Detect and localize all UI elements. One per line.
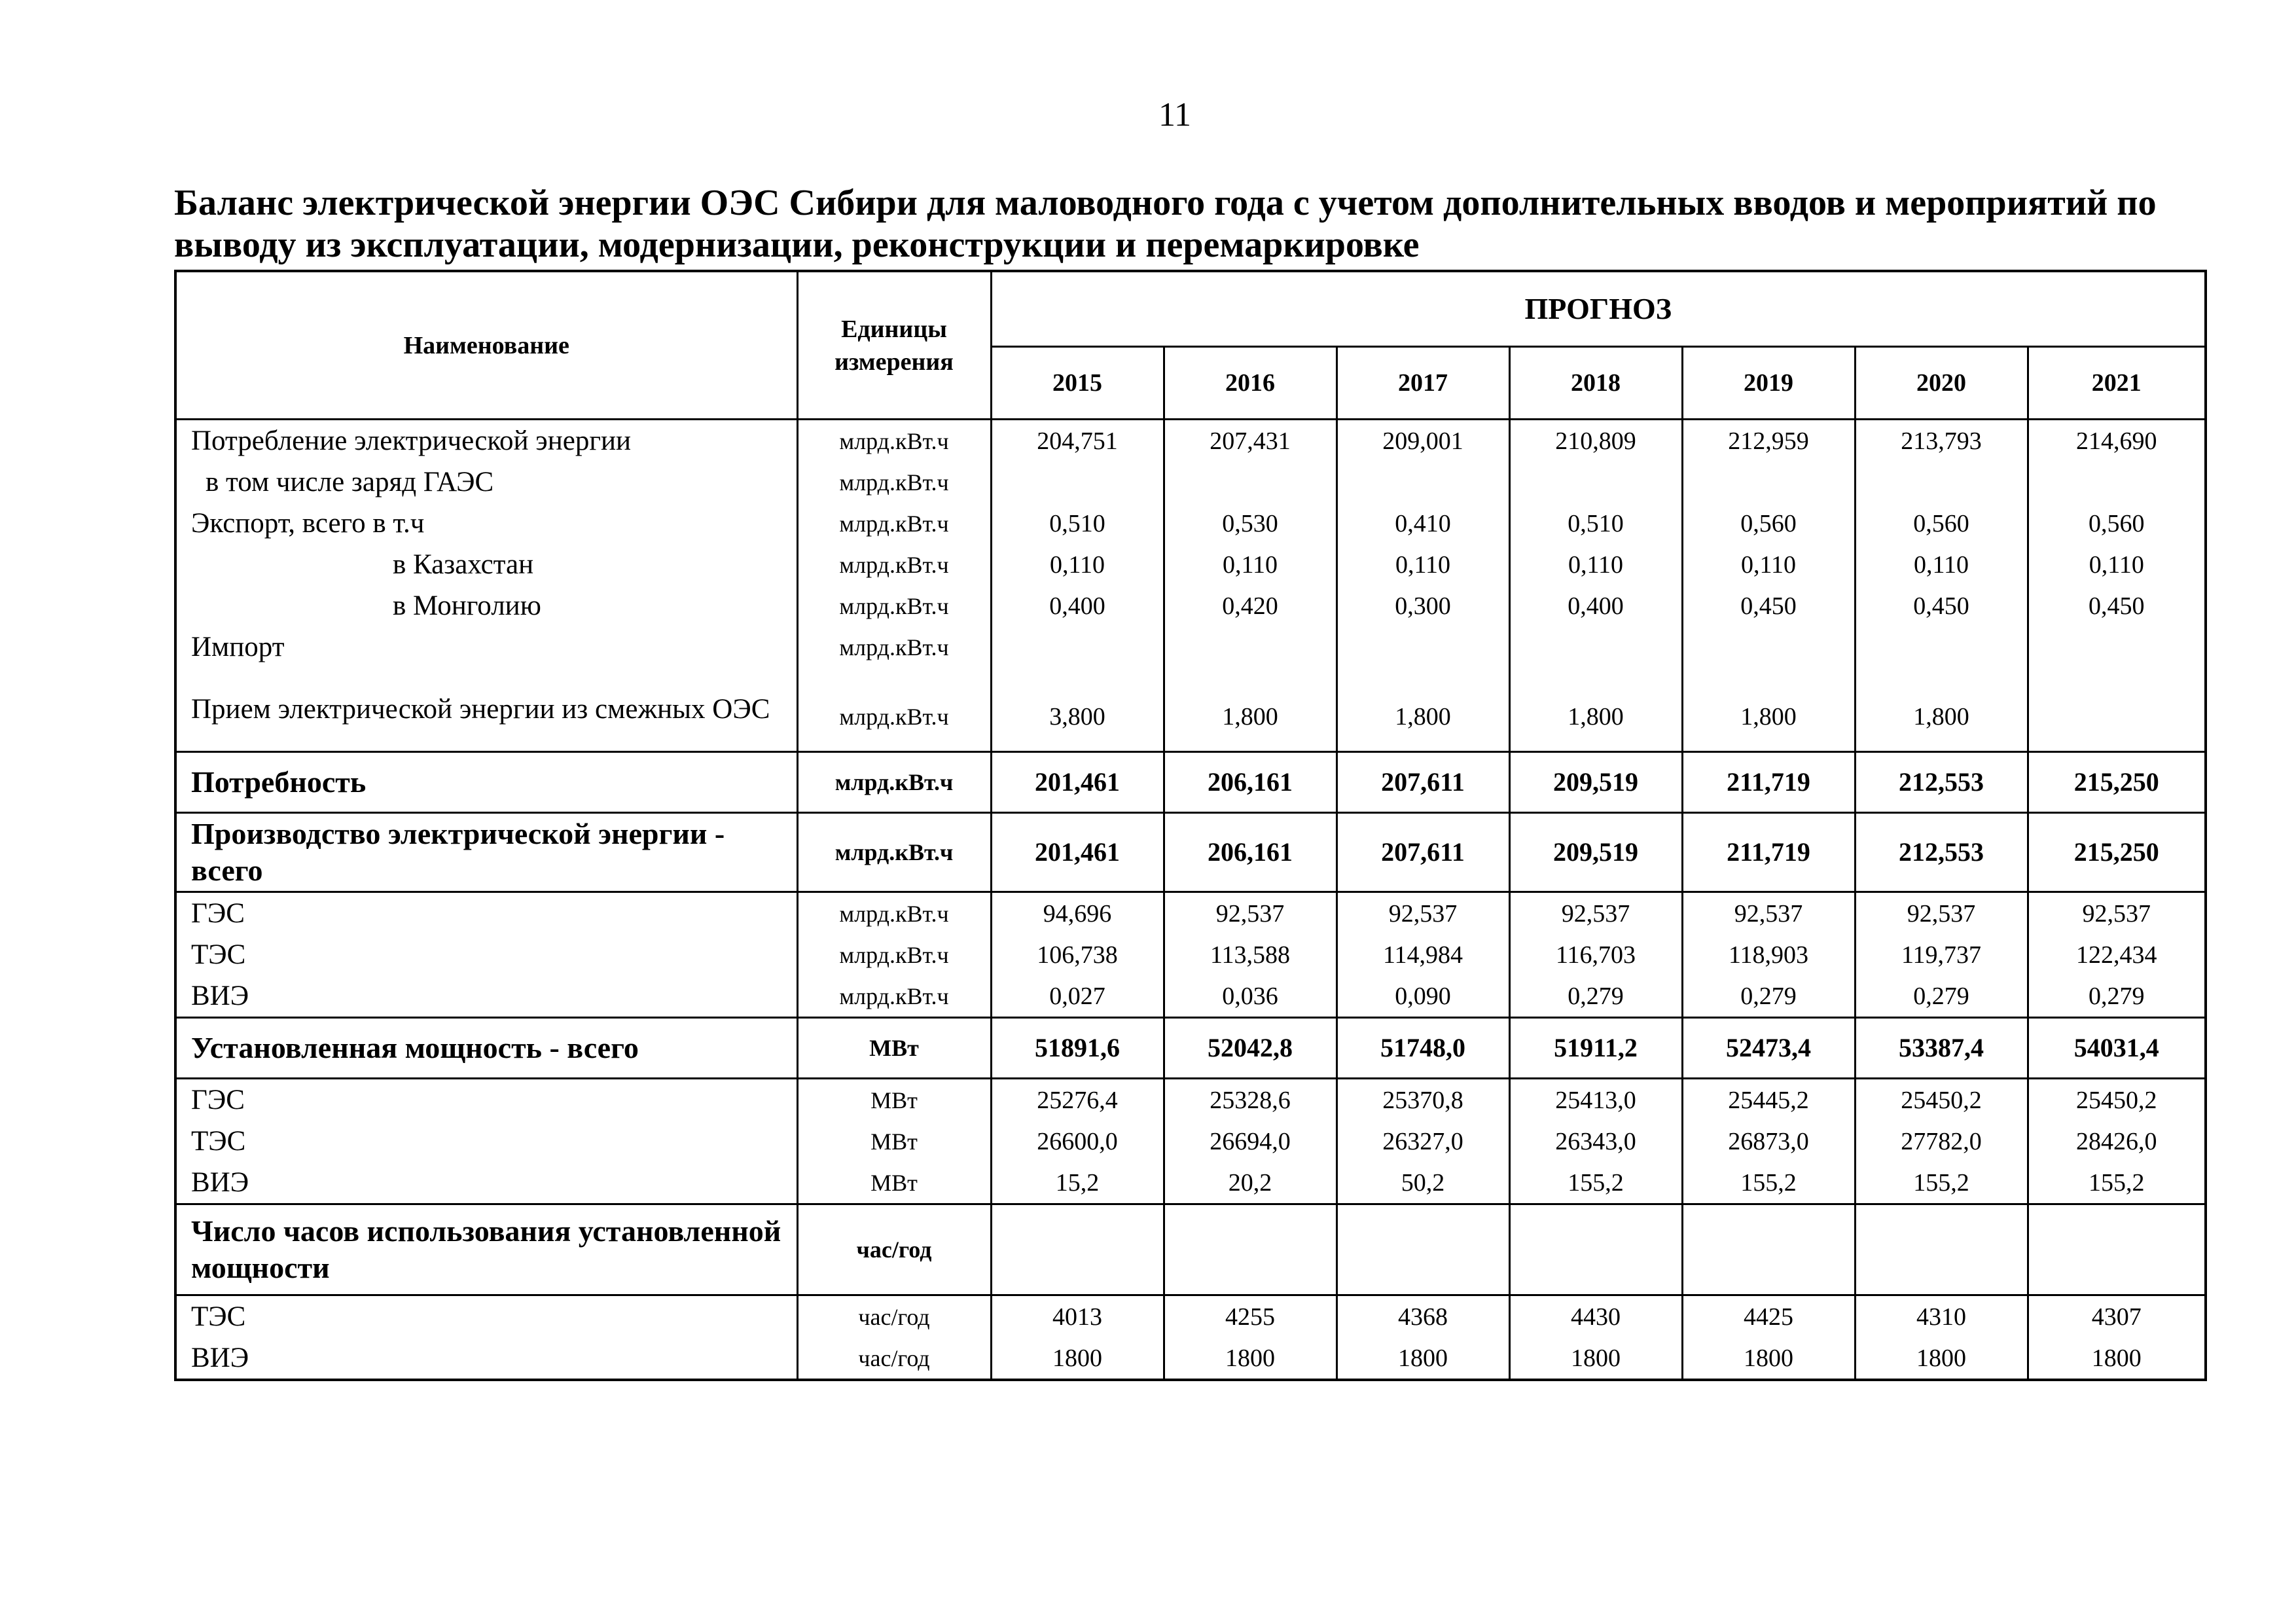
value-cell: 155,2 bbox=[1682, 1162, 1855, 1204]
value-cell: 4255 bbox=[1164, 1295, 1336, 1338]
value-cell: 25413,0 bbox=[1509, 1079, 1682, 1121]
row-unit: млрд.кВт.ч bbox=[797, 975, 991, 1018]
value-cell: 51891,6 bbox=[991, 1018, 1164, 1079]
value-cell bbox=[2028, 668, 2206, 752]
value-cell: 0,420 bbox=[1164, 585, 1336, 626]
value-cell: 4013 bbox=[991, 1295, 1164, 1338]
value-cell: 92,537 bbox=[1682, 892, 1855, 935]
row-unit: млрд.кВт.ч bbox=[797, 585, 991, 626]
value-cell bbox=[1509, 626, 1682, 668]
value-cell: 210,809 bbox=[1509, 420, 1682, 462]
value-cell: 20,2 bbox=[1164, 1162, 1336, 1204]
value-cell: 26873,0 bbox=[1682, 1121, 1855, 1162]
value-cell: 0,279 bbox=[1855, 975, 2028, 1018]
value-cell bbox=[1336, 626, 1509, 668]
value-cell: 212,553 bbox=[1855, 752, 2028, 813]
value-cell: 0,110 bbox=[1509, 544, 1682, 585]
value-cell: 119,737 bbox=[1855, 934, 2028, 975]
value-cell: 51748,0 bbox=[1336, 1018, 1509, 1079]
year-header: 2019 bbox=[1682, 347, 1855, 420]
value-cell: 209,519 bbox=[1509, 813, 1682, 892]
table-row bbox=[175, 892, 2206, 935]
value-cell: 0,450 bbox=[1855, 585, 2028, 626]
value-cell bbox=[1682, 461, 1855, 503]
value-cell: 0,450 bbox=[1682, 585, 1855, 626]
value-cell: 207,431 bbox=[1164, 420, 1336, 462]
value-cell bbox=[1509, 461, 1682, 503]
value-cell bbox=[2028, 461, 2206, 503]
value-cell: 0,027 bbox=[991, 975, 1164, 1018]
value-cell: 0,279 bbox=[1682, 975, 1855, 1018]
row-unit: млрд.кВт.ч bbox=[797, 420, 991, 462]
column-header-prognoz: ПРОГНОЗ bbox=[991, 271, 2206, 347]
value-cell: 0,110 bbox=[991, 544, 1164, 585]
value-cell: 53387,4 bbox=[1855, 1018, 2028, 1079]
value-cell: 155,2 bbox=[1509, 1162, 1682, 1204]
table-row bbox=[175, 1018, 2206, 1079]
row-unit: МВт bbox=[797, 1079, 991, 1121]
row-label: Потребление электрической энергии bbox=[175, 420, 797, 462]
row-label: Прием электрической энергии из смежных ОЭС bbox=[175, 668, 797, 752]
value-cell: 1,800 bbox=[1164, 668, 1336, 752]
row-label: в Казахстан bbox=[175, 544, 797, 585]
value-cell: 1800 bbox=[1682, 1337, 1855, 1380]
row-unit: млрд.кВт.ч bbox=[797, 626, 991, 668]
row-label: ТЭС bbox=[175, 934, 797, 975]
table-row bbox=[175, 668, 2206, 752]
row-unit: млрд.кВт.ч bbox=[797, 461, 991, 503]
table-row bbox=[175, 1337, 2206, 1380]
value-cell bbox=[1682, 1204, 1855, 1295]
value-cell: 0,279 bbox=[2028, 975, 2206, 1018]
value-cell: 0,110 bbox=[1164, 544, 1336, 585]
value-cell bbox=[1682, 626, 1855, 668]
value-cell bbox=[1855, 1204, 2028, 1295]
value-cell: 215,250 bbox=[2028, 752, 2206, 813]
row-label: Производство электрической энергии - всего bbox=[175, 813, 797, 892]
value-cell bbox=[2028, 1204, 2206, 1295]
year-header: 2016 bbox=[1164, 347, 1336, 420]
row-label: ТЭС bbox=[175, 1295, 797, 1338]
row-unit: МВт bbox=[797, 1018, 991, 1079]
row-label: в Монголию bbox=[175, 585, 797, 626]
value-cell: 0,400 bbox=[1509, 585, 1682, 626]
value-cell: 94,696 bbox=[991, 892, 1164, 935]
value-cell: 4368 bbox=[1336, 1295, 1509, 1338]
value-cell: 1800 bbox=[991, 1337, 1164, 1380]
row-unit: млрд.кВт.ч bbox=[797, 752, 991, 813]
value-cell bbox=[1336, 461, 1509, 503]
value-cell: 0,110 bbox=[1682, 544, 1855, 585]
year-header: 2015 bbox=[991, 347, 1164, 420]
row-label: ГЭС bbox=[175, 1079, 797, 1121]
value-cell: 92,537 bbox=[1164, 892, 1336, 935]
row-unit: млрд.кВт.ч bbox=[797, 934, 991, 975]
value-cell: 155,2 bbox=[1855, 1162, 2028, 1204]
value-cell: 113,588 bbox=[1164, 934, 1336, 975]
value-cell: 122,434 bbox=[2028, 934, 2206, 975]
value-cell: 25370,8 bbox=[1336, 1079, 1509, 1121]
row-label: Импорт bbox=[175, 626, 797, 668]
value-cell: 204,751 bbox=[991, 420, 1164, 462]
row-label: в том числе заряд ГАЭС bbox=[175, 461, 797, 503]
table-row bbox=[175, 461, 2206, 503]
year-header: 2017 bbox=[1336, 347, 1509, 420]
value-cell: 54031,4 bbox=[2028, 1018, 2206, 1079]
row-label: ВИЭ bbox=[175, 975, 797, 1018]
value-cell: 0,090 bbox=[1336, 975, 1509, 1018]
value-cell: 215,250 bbox=[2028, 813, 2206, 892]
energy-balance-table bbox=[174, 270, 2207, 1381]
table-row bbox=[175, 1295, 2206, 1338]
value-cell: 92,537 bbox=[1855, 892, 2028, 935]
year-header: 2021 bbox=[2028, 347, 2206, 420]
value-cell bbox=[1164, 461, 1336, 503]
value-cell: 1,800 bbox=[1336, 668, 1509, 752]
value-cell: 25276,4 bbox=[991, 1079, 1164, 1121]
value-cell: 207,611 bbox=[1336, 813, 1509, 892]
value-cell: 211,719 bbox=[1682, 813, 1855, 892]
value-cell: 4430 bbox=[1509, 1295, 1682, 1338]
value-cell: 50,2 bbox=[1336, 1162, 1509, 1204]
value-cell: 206,161 bbox=[1164, 752, 1336, 813]
value-cell: 0,560 bbox=[1855, 503, 2028, 544]
value-cell: 3,800 bbox=[991, 668, 1164, 752]
value-cell: 0,560 bbox=[2028, 503, 2206, 544]
table-row bbox=[175, 1079, 2206, 1121]
column-header-name: Наименование bbox=[175, 271, 797, 420]
row-label: ГЭС bbox=[175, 892, 797, 935]
value-cell: 0,410 bbox=[1336, 503, 1509, 544]
value-cell: 212,553 bbox=[1855, 813, 2028, 892]
row-label: ВИЭ bbox=[175, 1337, 797, 1380]
value-cell: 0,300 bbox=[1336, 585, 1509, 626]
page-number: 11 bbox=[1158, 96, 1192, 134]
value-cell: 0,530 bbox=[1164, 503, 1336, 544]
value-cell: 25445,2 bbox=[1682, 1079, 1855, 1121]
table-row bbox=[175, 585, 2206, 626]
value-cell: 26343,0 bbox=[1509, 1121, 1682, 1162]
column-header-unit: Единицы измерения bbox=[797, 271, 991, 420]
value-cell: 201,461 bbox=[991, 752, 1164, 813]
value-cell: 1800 bbox=[1336, 1337, 1509, 1380]
value-cell: 27782,0 bbox=[1855, 1121, 2028, 1162]
value-cell: 92,537 bbox=[1509, 892, 1682, 935]
row-unit: млрд.кВт.ч bbox=[797, 668, 991, 752]
value-cell: 0,560 bbox=[1682, 503, 1855, 544]
year-header: 2020 bbox=[1855, 347, 2028, 420]
value-cell: 0,279 bbox=[1509, 975, 1682, 1018]
value-cell: 26327,0 bbox=[1336, 1121, 1509, 1162]
table-row bbox=[175, 1121, 2206, 1162]
row-label: Экспорт, всего в т.ч bbox=[175, 503, 797, 544]
value-cell: 207,611 bbox=[1336, 752, 1509, 813]
table-row bbox=[175, 420, 2206, 462]
value-cell: 0,400 bbox=[991, 585, 1164, 626]
value-cell: 0,110 bbox=[2028, 544, 2206, 585]
value-cell: 209,519 bbox=[1509, 752, 1682, 813]
row-unit: час/год bbox=[797, 1204, 991, 1295]
value-cell: 25328,6 bbox=[1164, 1079, 1336, 1121]
value-cell: 106,738 bbox=[991, 934, 1164, 975]
value-cell: 0,036 bbox=[1164, 975, 1336, 1018]
value-cell: 213,793 bbox=[1855, 420, 2028, 462]
table-row bbox=[175, 975, 2206, 1018]
value-cell bbox=[991, 1204, 1164, 1295]
value-cell: 26694,0 bbox=[1164, 1121, 1336, 1162]
table-row bbox=[175, 813, 2206, 892]
value-cell: 212,959 bbox=[1682, 420, 1855, 462]
year-header: 2018 bbox=[1509, 347, 1682, 420]
value-cell: 116,703 bbox=[1509, 934, 1682, 975]
document-title: Баланс электрической энергии ОЭС Сибири для маловодного года с учетом дополнительных вводов и мероприятий по выводу из эксплуатации, модернизации, реконструкции и перемаркировке bbox=[174, 183, 2157, 265]
value-cell bbox=[991, 626, 1164, 668]
table-row bbox=[175, 626, 2206, 668]
value-cell: 214,690 bbox=[2028, 420, 2206, 462]
value-cell: 52042,8 bbox=[1164, 1018, 1336, 1079]
value-cell bbox=[991, 461, 1164, 503]
value-cell bbox=[1855, 626, 2028, 668]
value-cell: 201,461 bbox=[991, 813, 1164, 892]
value-cell: 25450,2 bbox=[2028, 1079, 2206, 1121]
value-cell: 209,001 bbox=[1336, 420, 1509, 462]
row-unit: МВт bbox=[797, 1121, 991, 1162]
value-cell: 0,110 bbox=[1855, 544, 2028, 585]
row-label: ТЭС bbox=[175, 1121, 797, 1162]
value-cell: 1800 bbox=[1509, 1337, 1682, 1380]
table-row bbox=[175, 1204, 2206, 1295]
value-cell: 1800 bbox=[1164, 1337, 1336, 1380]
value-cell bbox=[2028, 626, 2206, 668]
value-cell: 206,161 bbox=[1164, 813, 1336, 892]
row-label: ВИЭ bbox=[175, 1162, 797, 1204]
value-cell bbox=[1336, 1204, 1509, 1295]
value-cell: 118,903 bbox=[1682, 934, 1855, 975]
value-cell: 92,537 bbox=[1336, 892, 1509, 935]
value-cell: 211,719 bbox=[1682, 752, 1855, 813]
value-cell: 1800 bbox=[2028, 1337, 2206, 1380]
table-row bbox=[175, 934, 2206, 975]
value-cell: 4307 bbox=[2028, 1295, 2206, 1338]
value-cell: 0,450 bbox=[2028, 585, 2206, 626]
value-cell: 51911,2 bbox=[1509, 1018, 1682, 1079]
value-cell: 0,110 bbox=[1336, 544, 1509, 585]
value-cell: 1800 bbox=[1855, 1337, 2028, 1380]
row-label: Число часов использования установленной мощности bbox=[175, 1204, 797, 1295]
row-unit: млрд.кВт.ч bbox=[797, 503, 991, 544]
table-row bbox=[175, 752, 2206, 813]
value-cell: 26600,0 bbox=[991, 1121, 1164, 1162]
row-label: Установленная мощность - всего bbox=[175, 1018, 797, 1079]
value-cell bbox=[1855, 461, 2028, 503]
table-row bbox=[175, 544, 2206, 585]
row-label: Потребность bbox=[175, 752, 797, 813]
value-cell: 4310 bbox=[1855, 1295, 2028, 1338]
value-cell: 4425 bbox=[1682, 1295, 1855, 1338]
value-cell bbox=[1164, 626, 1336, 668]
row-unit: млрд.кВт.ч bbox=[797, 892, 991, 935]
row-unit: МВт bbox=[797, 1162, 991, 1204]
value-cell: 25450,2 bbox=[1855, 1079, 2028, 1121]
value-cell bbox=[1164, 1204, 1336, 1295]
value-cell: 0,510 bbox=[1509, 503, 1682, 544]
value-cell: 155,2 bbox=[2028, 1162, 2206, 1204]
row-unit: час/год bbox=[797, 1295, 991, 1338]
header-row-top bbox=[175, 271, 2206, 347]
row-unit: млрд.кВт.ч bbox=[797, 813, 991, 892]
value-cell: 15,2 bbox=[991, 1162, 1164, 1204]
row-unit: час/год bbox=[797, 1337, 991, 1380]
value-cell: 52473,4 bbox=[1682, 1018, 1855, 1079]
value-cell: 0,510 bbox=[991, 503, 1164, 544]
value-cell: 28426,0 bbox=[2028, 1121, 2206, 1162]
value-cell bbox=[1509, 1204, 1682, 1295]
value-cell: 92,537 bbox=[2028, 892, 2206, 935]
table-row bbox=[175, 1162, 2206, 1204]
row-unit: млрд.кВт.ч bbox=[797, 544, 991, 585]
value-cell: 1,800 bbox=[1509, 668, 1682, 752]
table-row bbox=[175, 503, 2206, 544]
value-cell: 1,800 bbox=[1682, 668, 1855, 752]
value-cell: 114,984 bbox=[1336, 934, 1509, 975]
value-cell: 1,800 bbox=[1855, 668, 2028, 752]
